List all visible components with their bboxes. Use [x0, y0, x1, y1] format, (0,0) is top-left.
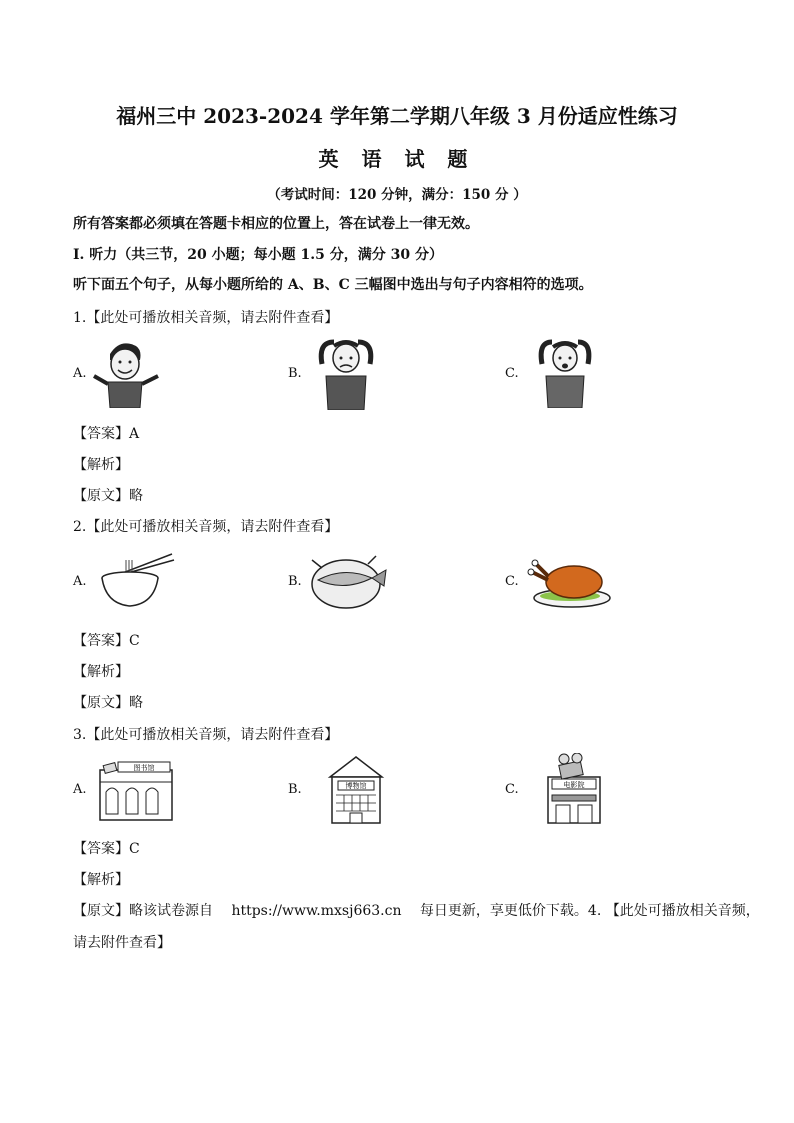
analysis-line-1: 【解析】 — [73, 457, 129, 473]
option-a-label: A. — [73, 366, 87, 381]
question-prompt: 【此处可播放相关音频，请去附件查看】 — [86, 310, 339, 326]
question-prompt: 【此处可播放相关音频，请去附件查看】 — [86, 519, 339, 535]
cinema-sign-text: 电影院 — [563, 781, 585, 789]
analysis-line-3: 【解析】 — [73, 872, 129, 888]
original-text: 略 — [129, 695, 143, 711]
section-heading: I. 听力（共三节，20 小题；每小题 1.5 分，满分 30 分） — [73, 247, 443, 263]
option-b-label: B. — [288, 574, 302, 589]
option-a-label: A. — [73, 574, 87, 589]
exam-info: （考试时间：120 分钟，满分：150 分 ） — [267, 187, 527, 203]
noodles-image — [98, 550, 178, 608]
option-a-label: A. — [73, 782, 87, 797]
question-number: 2. — [73, 519, 87, 535]
notice: 所有答案都必须填在答题卡相应的位置上，答在试卷上一律无效。 — [73, 216, 479, 232]
fish-dish-image — [306, 546, 392, 612]
option-c-label: C. — [505, 782, 519, 797]
library-building-image — [96, 758, 176, 822]
cinema-building-image — [544, 753, 604, 825]
original-text: 略该试卷源自 https://www.mxsj663.cn 每日更新，享更低价下载。4. 【此处可播放相关音频， — [129, 903, 760, 919]
answer-line-3: 【答案】C — [73, 841, 140, 857]
option-c-label: C. — [505, 574, 519, 589]
question-prompt: 【此处可播放相关音频，请去附件查看】 — [86, 727, 339, 743]
worried-boy-image — [310, 334, 382, 410]
original-line-3: 【原文】略该试卷源自 https://www.mxsj663.cn 每日更新，享更低价下载。4. 【此处可播放相关音频， — [73, 903, 760, 919]
museum-building-image — [326, 753, 386, 825]
question-number: 1. — [73, 310, 87, 326]
instruction: 听下面五个句子，从每小题所给的 A、B、C 三幅图中选出与句子内容相符的选项。 — [73, 277, 593, 293]
original-line-3-continued: 请去附件查看】 — [73, 935, 171, 951]
question-2 — [73, 516, 338, 536]
question-3 — [73, 724, 338, 744]
option-c-label: C. — [505, 366, 519, 381]
question-number: 3. — [73, 727, 87, 743]
answer-line-2: 【答案】C — [73, 633, 140, 649]
analysis-line-2: 【解析】 — [73, 664, 129, 680]
original-text: 略 — [129, 488, 143, 504]
answer-value: A — [129, 426, 140, 442]
happy-boy-image — [90, 336, 162, 408]
surprised-boy-image — [530, 336, 600, 408]
option-b-label: B. — [288, 366, 302, 381]
roast-chicken-image — [526, 550, 612, 610]
original-line-2: 【原文】略 — [73, 695, 143, 711]
answer-line-1: 【答案】A — [73, 426, 140, 442]
original-line-1: 【原文】略 — [73, 488, 143, 504]
answer-value: C — [129, 841, 140, 857]
answer-value: C — [129, 633, 140, 649]
document-subtitle: 英 语 试 题 — [318, 147, 476, 171]
library-sign-text: 图书馆 — [133, 764, 155, 772]
question-1 — [73, 307, 338, 327]
option-b-label: B. — [288, 782, 302, 797]
document-title: 福州三中 2023-2024 学年第二学期八年级 3 月份适应性练习 — [116, 104, 678, 128]
museum-sign-text: 博物馆 — [345, 782, 367, 790]
